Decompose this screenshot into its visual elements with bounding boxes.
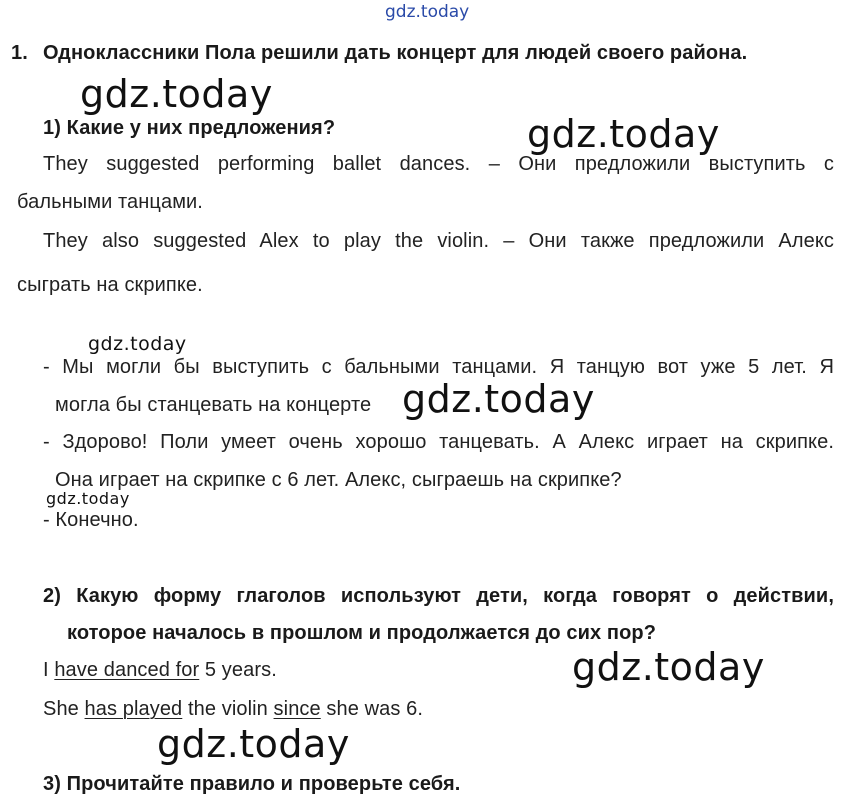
answer-line-1b: бальными танцами. <box>17 191 203 213</box>
q1-heading: 1) Какие у них предложения? <box>43 117 336 139</box>
watermark-7: gdz.today <box>157 722 350 766</box>
example-sentence-1 <box>43 658 277 682</box>
example-sentence-2 <box>43 697 423 721</box>
watermark-top: gdz.today <box>385 2 470 22</box>
answer-line-2b: сыграть на скрипке. <box>17 274 203 296</box>
dialogue-line-3: - Конечно. <box>43 509 139 531</box>
example-2-pre: She <box>43 698 85 720</box>
watermark-2: gdz.today <box>527 112 720 156</box>
example-1-pre: I <box>43 659 55 681</box>
watermark-4: gdz.today <box>402 377 595 421</box>
answer-line-1a: They suggested performing ballet dances. – Они предложили выступить с <box>43 153 834 175</box>
example-2-underlined-2: since <box>273 698 321 720</box>
dialogue-line-2b: Она играет на скрипке с 6 лет. Алекс, сыграешь на скрипке? <box>55 469 622 491</box>
answer-line-2a: They also suggested Alex to play the violin. – Они также предложили Алекс <box>43 230 834 252</box>
q2-heading-line-1: 2) Какую форму глаголов используют дети, когда говорят о действии, <box>43 585 834 607</box>
q3-heading: 3) Прочитайте правило и проверьте себя. <box>43 773 461 795</box>
watermark-1: gdz.today <box>80 72 273 116</box>
dialogue-line-1b: могла бы станцевать на концерте <box>55 394 372 416</box>
example-2-underlined-1: has played <box>84 698 183 720</box>
example-1-post: 5 years. <box>199 659 277 681</box>
dialogue-line-2a: - Здорово! Поли умеет очень хорошо танцевать. А Алекс играет на скрипке. <box>43 431 834 453</box>
task-number: 1. <box>11 42 28 64</box>
example-2-mid: the violin <box>182 698 274 720</box>
watermark-5: gdz.today <box>46 489 130 508</box>
task-heading: Одноклассники Пола решили дать концерт для людей своего района. <box>43 42 748 64</box>
example-1-underlined: have danced for <box>54 659 200 681</box>
dialogue-line-1a: - Мы могли бы выступить с бальными танцами. Я танцую вот уже 5 лет. Я <box>43 356 834 378</box>
example-2-post: she was 6. <box>320 698 424 720</box>
watermark-3: gdz.today <box>88 333 187 355</box>
watermark-6: gdz.today <box>572 645 765 689</box>
q2-heading-line-2: которое началось в прошлом и продолжается до сих пор? <box>67 622 657 644</box>
